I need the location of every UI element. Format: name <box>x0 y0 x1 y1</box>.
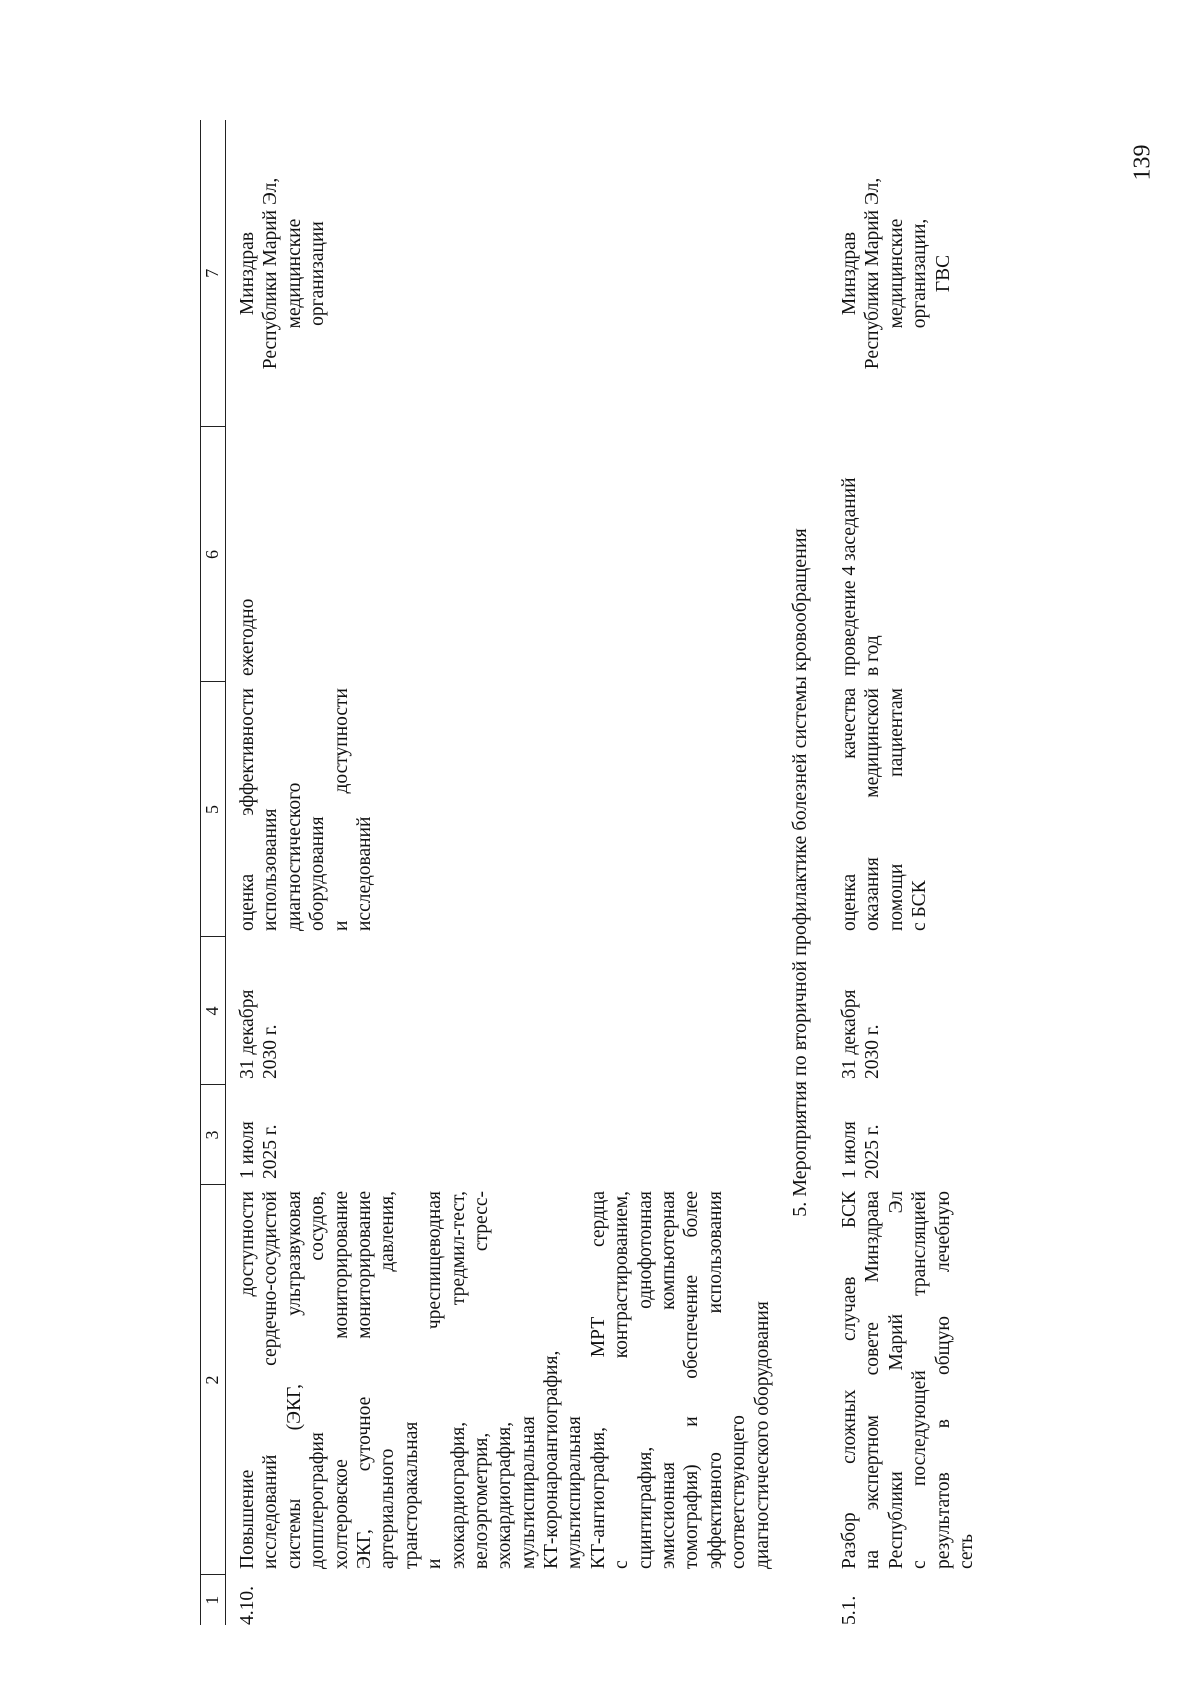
table-row <box>226 120 774 1625</box>
text-line: оборудования <box>307 816 329 931</box>
text-line: сцинтиграфия, однофотонная <box>634 1191 656 1569</box>
indicator <box>226 427 774 682</box>
text-line: организации, <box>909 218 931 329</box>
text-line: в год <box>862 635 884 676</box>
column-number: 2 <box>201 1185 226 1575</box>
date-line: 31 декабря <box>237 989 258 1079</box>
responsible <box>828 120 978 427</box>
date-line: 1 июля <box>237 1121 258 1179</box>
text-line: с БСК <box>909 880 931 931</box>
text-line: велоэргометрия, стресс- <box>470 1191 492 1569</box>
text-line: на экспертном совете Минздрава <box>862 1191 884 1569</box>
text-line: Повышение доступности <box>237 1191 258 1569</box>
column-number: 4 <box>201 937 226 1085</box>
text-line: исследований сердечно-сосудистой <box>260 1191 282 1569</box>
text-line: эхокардиография, <box>494 1421 516 1569</box>
text-line: допплерография сосудов, <box>307 1191 329 1569</box>
text-line: эмиссионная компьютерная <box>658 1191 680 1569</box>
text-line: использования <box>260 808 282 931</box>
section-title: 5. Мероприятия по вторичной профилактике болезней системы кровообращения <box>788 528 811 1217</box>
section-row <box>774 120 828 1625</box>
text-line: Республики Марий Эл <box>885 1191 907 1569</box>
column-number: 5 <box>201 682 226 937</box>
text-line: исследований <box>353 816 375 931</box>
text-line: и чреспищеводная <box>424 1191 446 1569</box>
start-date <box>828 1085 978 1185</box>
text-line: помощи пациентам <box>885 688 907 931</box>
text-line: диагностического оборудования <box>751 1301 773 1569</box>
row-number: 5.1. <box>838 1595 860 1625</box>
text-line: мультиспиральная <box>517 1416 539 1569</box>
text-line: с контрастированием, <box>611 1191 633 1569</box>
column-number: 1 <box>201 1575 226 1625</box>
text-line: холтеровское мониторирование <box>330 1191 352 1569</box>
text-line: Республики Марий Эл, <box>862 177 884 370</box>
text-line: с последующей трансляцией <box>909 1191 931 1569</box>
date-line: 2025 г. <box>260 1124 282 1179</box>
text-line: соответствующего <box>728 1415 750 1569</box>
text-line: Минздрав <box>237 231 258 316</box>
text-line: артериального давления, <box>377 1191 399 1569</box>
start-date <box>226 1085 774 1185</box>
text-line: оценка эффективности <box>237 688 258 931</box>
text-line: диагностического <box>283 782 305 931</box>
expected-result <box>226 682 774 937</box>
responsible <box>226 120 774 427</box>
measures-table <box>200 120 978 1625</box>
text-line: Республики Марий Эл, <box>260 177 282 370</box>
text-line: и доступности <box>330 688 352 931</box>
text-line: ежегодно <box>237 598 258 676</box>
text-line: трансторакальная <box>400 1421 422 1569</box>
text-line: томография) и обеспечение более <box>681 1191 703 1569</box>
indicator <box>828 427 978 682</box>
measure-description <box>226 1185 774 1575</box>
expected-result <box>828 682 978 937</box>
text-line: оценка качества <box>838 688 860 931</box>
column-number: 7 <box>201 120 226 427</box>
table-row <box>828 120 978 1625</box>
measure-description <box>828 1185 978 1575</box>
text-line: результатов в общую лечебную <box>932 1191 954 1569</box>
date-line: 2030 г. <box>862 1024 884 1079</box>
date-line: 2025 г. <box>862 1124 884 1179</box>
column-number: 3 <box>201 1085 226 1185</box>
page-number: 139 <box>1129 144 1156 180</box>
text-line: сеть <box>955 1534 977 1569</box>
date-line: 1 июля <box>838 1121 860 1179</box>
text-line: системы (ЭКГ, ультразвуковая <box>283 1191 305 1569</box>
text-line: КТ-ангиография, МРТ сердца <box>587 1191 609 1569</box>
text-line: оказания медицинской <box>862 688 884 931</box>
date-line: 2030 г. <box>260 1024 282 1079</box>
text-line: эхокардиография, тредмил-тест, <box>447 1191 469 1569</box>
text-line: ЭКГ, суточное мониторирование <box>353 1191 375 1569</box>
landscape-sheet <box>200 120 1050 1625</box>
column-number-row <box>201 120 226 1625</box>
text-line: КТ-коронароангиография, <box>541 1350 563 1569</box>
text-line: проведение 4 заседаний <box>838 477 860 676</box>
end-date <box>828 937 978 1085</box>
text-line: медицинские <box>885 218 907 329</box>
text-line: Минздрав <box>838 231 860 316</box>
end-date <box>226 937 774 1085</box>
text-line: медицинские <box>283 218 305 329</box>
text-line: Разбор сложных случаев БСК <box>838 1191 860 1569</box>
text-line: мультиспиральная <box>564 1416 586 1569</box>
date-line: 31 декабря <box>838 989 860 1079</box>
row-number: 4.10. <box>237 1586 258 1625</box>
text-line: организации <box>307 221 329 326</box>
text-line: эффективного использования <box>704 1191 726 1569</box>
column-number: 6 <box>201 427 226 682</box>
text-line: ГВС <box>932 254 954 293</box>
